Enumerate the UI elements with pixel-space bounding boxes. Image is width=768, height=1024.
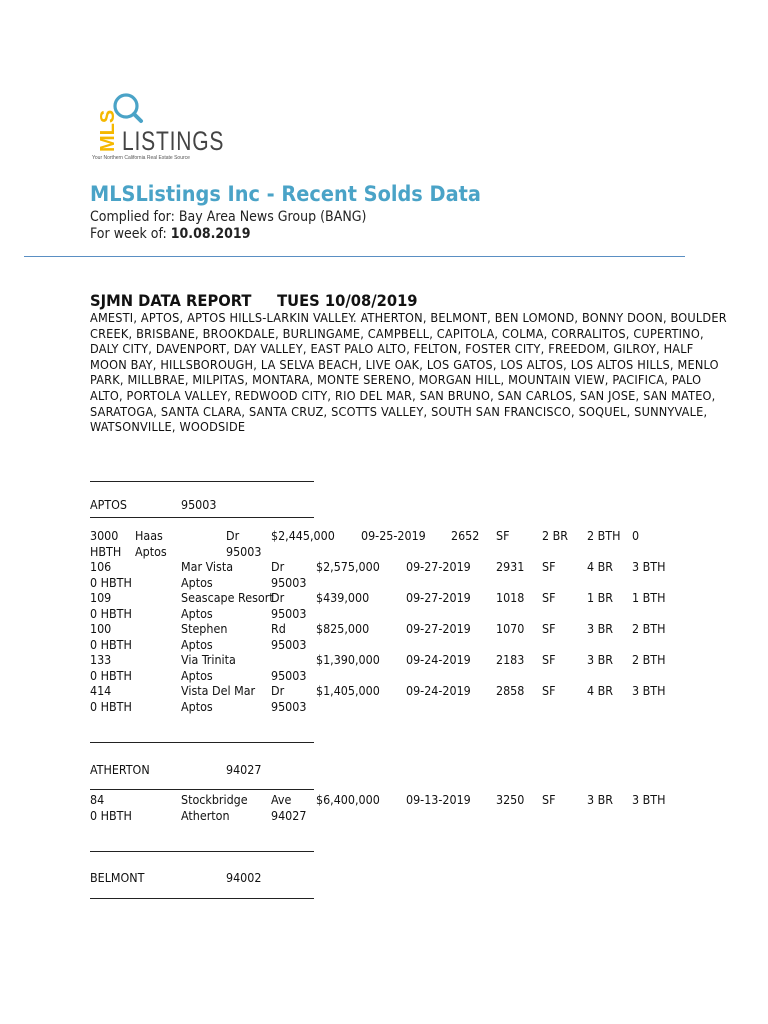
section-zip-atherton: 94027: [226, 762, 262, 777]
sale-price: $1,390,000: [316, 652, 380, 667]
sf-unit: SF: [542, 559, 556, 574]
section-city-aptos: APTOS: [90, 497, 128, 512]
bedrooms: 3 BR: [587, 621, 614, 636]
half-baths: 0 HBTH: [90, 698, 132, 714]
section-separator: [90, 517, 314, 518]
section-separator: [90, 742, 314, 743]
street-number: 414: [90, 683, 112, 698]
section-zip-aptos: 95003: [181, 497, 217, 512]
street-suffix: Ave: [271, 792, 292, 807]
sale-price: $1,405,000: [316, 683, 380, 698]
week-value: 10.08.2019: [170, 226, 251, 242]
half-baths-label: HBTH: [90, 544, 122, 559]
city: Aptos: [135, 544, 167, 559]
section-separator: [90, 789, 314, 790]
mlslistings-logo: [92, 92, 232, 164]
zip: 95003: [226, 544, 262, 559]
section-separator: [90, 851, 314, 852]
sf-unit: SF: [542, 621, 556, 636]
half-baths: 0 HBTH: [90, 636, 132, 652]
bedrooms: 4 BR: [587, 559, 614, 574]
sf-unit: SF: [542, 652, 556, 667]
compiled-for: Complied for: Bay Area News Group (BANG): [90, 209, 367, 225]
street-number: 84: [90, 792, 105, 807]
sf-unit: SF: [542, 590, 556, 605]
sale-price: $6,400,000: [316, 792, 380, 807]
section-separator: [90, 481, 314, 482]
square-feet: 2931: [496, 559, 525, 574]
section-separator: [90, 898, 314, 899]
bedrooms: 3 BR: [587, 792, 614, 807]
zip: 94027: [271, 807, 307, 823]
logo-wordmark: LISTINGS: [122, 126, 225, 156]
half-baths: 0 HBTH: [90, 667, 132, 683]
square-feet: 1070: [496, 621, 525, 636]
bathrooms: 3 BTH: [632, 792, 666, 807]
sale-date: 09-24-2019: [406, 652, 471, 667]
street-number: 106: [90, 559, 112, 574]
half-baths: 0 HBTH: [90, 807, 132, 823]
city: Aptos: [181, 574, 213, 590]
street-suffix: Rd: [271, 621, 286, 636]
street-suffix: Dr: [271, 683, 285, 698]
sale-date: 09-24-2019: [406, 683, 471, 698]
week-of: [90, 226, 250, 242]
document-title: MLSListings Inc - Recent Solds Data: [90, 182, 481, 206]
bedrooms: 1 BR: [587, 590, 614, 605]
street-name: Stephen: [181, 621, 228, 636]
street-name: Via Trinita: [181, 652, 236, 667]
city: Aptos: [181, 667, 213, 683]
header-divider: [24, 256, 685, 257]
sale-date: 09-27-2019: [406, 559, 471, 574]
bathrooms: 3 BTH: [632, 559, 666, 574]
square-feet: 2652: [451, 528, 480, 543]
street-name: Stockbridge: [181, 792, 248, 807]
section-zip-belmont: 94002: [226, 870, 262, 885]
sale-price: $825,000: [316, 621, 370, 636]
sale-price: $2,575,000: [316, 559, 380, 574]
bathrooms: 2 BTH: [632, 621, 666, 636]
square-feet: 3250: [496, 792, 525, 807]
city: Aptos: [181, 636, 213, 652]
street-suffix: Dr: [271, 590, 285, 605]
bedrooms: 3 BR: [587, 652, 614, 667]
sf-unit: SF: [542, 792, 556, 807]
zip: 95003: [271, 636, 307, 652]
street-suffix: Dr: [271, 559, 285, 574]
zip: 95003: [271, 574, 307, 590]
bathrooms: 2 BTH: [587, 528, 621, 543]
street-name: Vista Del Mar: [181, 683, 256, 698]
zip: 95003: [271, 698, 307, 714]
sale-price: $2,445,000: [271, 528, 335, 543]
sale-date: 09-25-2019: [361, 528, 426, 543]
street-name: Mar Vista: [181, 559, 234, 574]
bathrooms: 1 BTH: [632, 590, 666, 605]
city: Atherton: [181, 807, 230, 823]
half-baths: 0: [632, 528, 640, 543]
section-city-atherton: ATHERTON: [90, 762, 150, 777]
square-feet: 2858: [496, 683, 525, 698]
half-baths: 0 HBTH: [90, 605, 132, 621]
street-name: Haas: [135, 528, 163, 543]
street-number: 3000: [90, 528, 119, 543]
sf-unit: SF: [542, 683, 556, 698]
logo-tagline: Your Northern California Real Estate Source: [92, 155, 190, 161]
bedrooms: 4 BR: [587, 683, 614, 698]
street-number: 109: [90, 590, 112, 605]
square-feet: 2183: [496, 652, 525, 667]
bathrooms: 2 BTH: [632, 652, 666, 667]
section-city-belmont: BELMONT: [90, 870, 145, 885]
city: Aptos: [181, 698, 213, 714]
street-name: Seascape Resort: [181, 590, 274, 605]
street-number: 100: [90, 621, 112, 636]
sf-unit: SF: [496, 528, 510, 543]
square-feet: 1018: [496, 590, 525, 605]
sale-price: $439,000: [316, 590, 370, 605]
sale-date: 09-13-2019: [406, 792, 471, 807]
zip: 95003: [271, 605, 307, 621]
street-number: 133: [90, 652, 112, 667]
zip: 95003: [271, 667, 307, 683]
sale-date: 09-27-2019: [406, 590, 471, 605]
city-list: AMESTI, APTOS, APTOS HILLS-LARKIN VALLEY. ATHERTON, BELMONT, BEN LOMOND, BONNY DOON, BOULDER CREEK, BRISBANE, BROOKDALE, BURLINGAME, CAMPBELL, CAPITOLA, COLMA, CORRALITOS, CUPERTINO, DALY CITY, DAVENPORT, DAY VALLEY, EAST PALO ALTO, FELTON, FOSTER CITY, FREEDOM, GILROY, HALF MOON BAY, HILLSBOROUGH, LA SELVA BEACH, LIVE OAK, LOS GATOS, LOS ALTOS, LOS ALTOS HILLS, MENLO PARK, MILLBRAE, MILPITAS, MONTARA, MONTE SERENO, MORGAN HILL, MOUNTAIN VIEW, PACIFICA, PALO ALTO, PORTOLA VALLEY, REDWOOD CITY, RIO DEL MAR, SAN BRUNO, SAN CARLOS, SAN JOSE, SAN MATEO, SARATOGA, SANTA CLARA, SANTA CRUZ, SCOTTS VALLEY, SOUTH SAN FRANCISCO, SOQUEL, SUNNYVALE, WATSONVILLE, WOODSIDE: [90, 310, 727, 435]
bedrooms: 2 BR: [542, 528, 569, 543]
week-label: For week of:: [90, 226, 171, 242]
street-suffix: Dr: [226, 528, 240, 543]
bathrooms: 3 BTH: [632, 683, 666, 698]
sale-date: 09-27-2019: [406, 621, 471, 636]
report-heading: SJMN DATA REPORT TUES 10/08/2019: [90, 291, 418, 310]
half-baths: 0 HBTH: [90, 574, 132, 590]
logo-mls-text: MLS: [97, 109, 119, 152]
city: Aptos: [181, 605, 213, 621]
